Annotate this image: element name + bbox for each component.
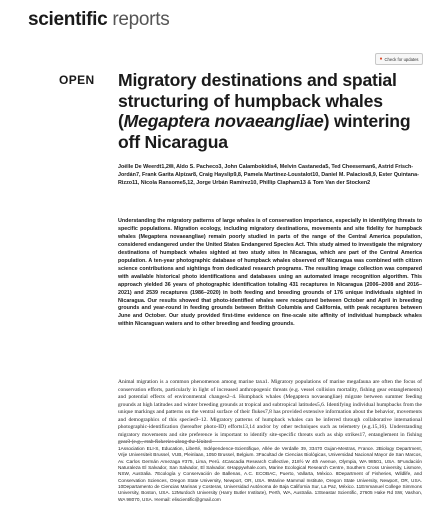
body-paragraph: Animal migration is a common phenomenon among marine taxa1. Migratory populations of marine megafauna are often the focus of conservation efforts, particularly in light of increased anthropogenic threats (e.g. vessel collision mortality, fishing gear entanglements) and potential effects of environmental changes2–4. Humpback whales (Megaptera novaeangliae) migrate between summer feeding grounds at high latitudes and winter breeding grounds at tropical and subtropical latitudes5,6. Identifying individual humpbacks from the unique markings and patterns on the ventral surface of their flukes7,8 has provided extensive information about the behavior, movements and demographics of this species9–12. Migratory patterns of humpback whales can be inferred through collaborative international photographic-identification (hereafter photo-ID) efforts13,14 and/or by other techniques such as telemetry (e.g.15,16). Understanding migratory movements and site preference is important to identify site-specific threats such as ship strikes17, entanglement in fishing gear3 (e.g., crab fisheries along the United [118, 379, 422, 446]
abstract-text: Understanding the migratory patterns of large whales is of conservation importance, especially in identifying threats to specific populations. Migration ecology, including migratory destinations, movements and site fidelity for humpback whales (Megaptera novaeangliae) remain poorly studied in parts of the range of the Central America population, considered endangered under the United States Endangered Species Act. This study aimed to investigate the migratory destinations of humpback whales sighted at two study sites in Nicaragua, which are part of the Central America population. A ten-year photographic database of humpback whales observed off Nicaragua was combined with citizen science contributions and sightings from dedicated research programs. The resulting image collection was compared with available historical photo identifications and databases using an automated image recognition algorithm. This approach yielded 36 years of photographic identification totaling 431 recaptures in Nicaragua (2006–2008 and 2016–2021) and 2539 recaptures (1986–2020) in both feeding and breeding grounds of 176 unique individuals sighted in Nicaragua. Our results showed that photo-identified whales were recaptured between October and April in breeding grounds and year-round in feeding grounds between British Columbia and California, with peak recaptures between June and October. Our study provided first-time evidence on fine-scale site affinity of individual humpback whales within Nicaraguan waters and to other breeding and feeding grounds. [118, 218, 422, 328]
title-part-1: Migratory destinations and spatial structuring of humpback whales ( [118, 70, 397, 132]
journal-logo [28, 9, 169, 31]
abstract [118, 218, 422, 329]
check-for-updates-label: Check for updates [384, 56, 419, 62]
journal-name-light: reports [112, 9, 170, 30]
crossmark-icon: ● [379, 56, 383, 62]
title-species: Megaptera novaeangliae [123, 111, 324, 132]
journal-name-bold: scientific [28, 9, 108, 30]
title-part-2: ) wintering off Nicaragua [118, 111, 411, 152]
article-title [118, 70, 426, 152]
body-text [118, 379, 422, 447]
check-for-updates-button[interactable] [375, 53, 423, 65]
open-access-label: OPEN [59, 73, 95, 87]
affiliations [118, 446, 422, 503]
author-list: Joëlle De Weerdt1,2✉, Aldo S. Pacheco3, John Calambokidis4, Melvin Castaneda5, Ted Cheeseman6, Astrid Frisch-Jordán7, Frank Garita Alpízar8, Craig Hayslip9,8, Pamela Martínez-Loustalot10, Daniel M. Palacios8,9, Ester Quintana-Rizzo11, Nicola Ransome5,12, Jorge Urbán Ramírez10, Phillip Clapham13 & Tom Van der Stocken2 [118, 164, 419, 187]
affiliations-text: 1Association ELI-S, Education, Liberté, Indépendence-Scientifique, Allée de Verdalle 39, 33470 Gujan-Mestras, France. 2Biology Department, Vrije Universiteit Brussel, VUB, Pleinlaan, 1050 Brussel, Belgium. 3Facultad de Ciencias Biológicas, Universidad Nacional Mayor de San Marcos, Av. Carlos Germán Amezaga #375, Lima, Perú. 4Cascadia Research Collective, 218½ W 4th Avenue, Olympia, WA 98501, USA. 5Fundación Naturaleza El Salvador, San Salvador, El Salvador. 6Happywhale.com, Marine Ecological Research Centre, Southern Cross University, Lismore, NSW, Australia. 7Ecología y Conservación de Ballenas, A.C. ECOBAC, Puerto, Vallarta, México. 8Department of Fisheries, Wildlife, and Conservation Sciences, Oregon State University, Newport, OR, USA. 9Marine Mammal Institute, Oregon State University, Newport, OR, USA. 10Departamento de Ciencias Marinas y Costeras, Universidad Autónoma de Baja California Sur, La Paz, México. 11Emmanuel College Simmons University, Boston, USA. 12Murdoch University (Harry Butler Institute), Perth, WA, Australia. 13Seastar Scientific, 27605 Hake Rd SW, Vashon, WA 98070, USA. ✉email: eliscientific@gmail.com [118, 446, 422, 502]
affiliations-divider [118, 441, 422, 442]
